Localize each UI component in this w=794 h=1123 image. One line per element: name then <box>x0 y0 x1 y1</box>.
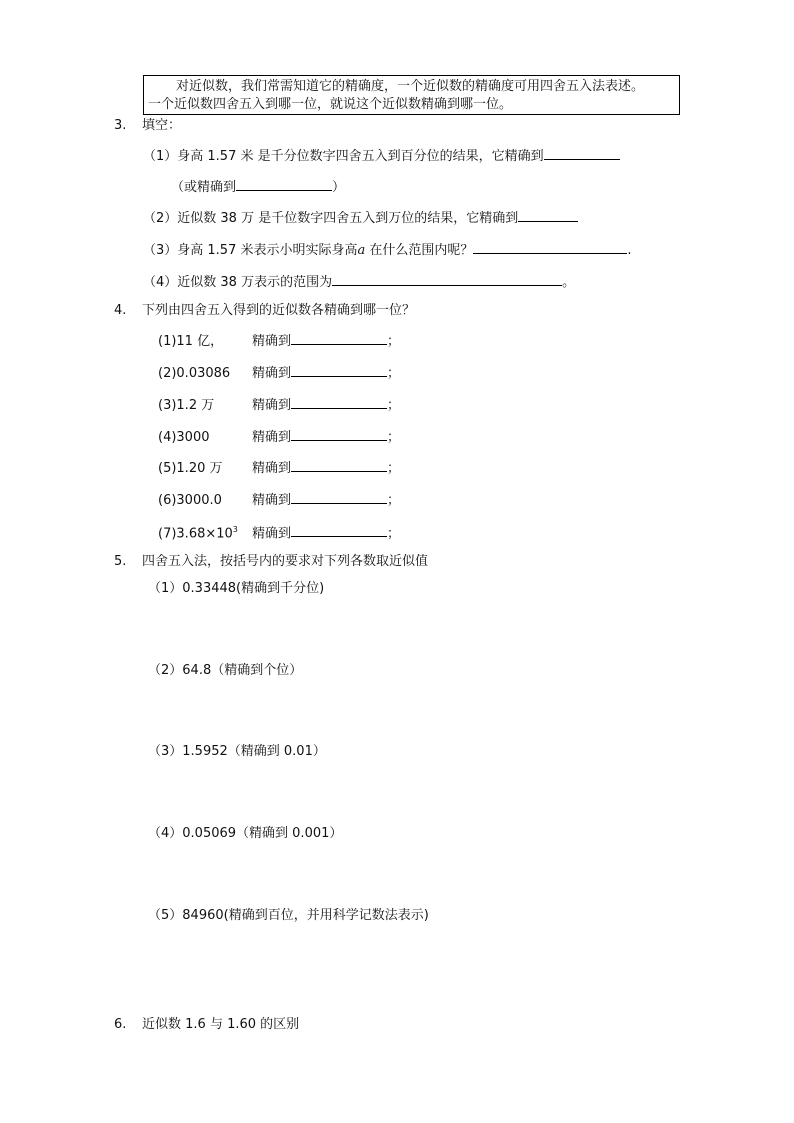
q4-row-label: 精确到 <box>252 366 292 381</box>
q4-row-end: ； <box>387 366 401 381</box>
q4-row-number: (5)1.20 万 <box>158 461 223 476</box>
q4-row-blank[interactable] <box>291 522 387 537</box>
q4-row-end: ； <box>387 461 401 476</box>
q3-item-2-text: （2）近似数 38 万 是千位数字四舍五入到万位的结果，它精确到 <box>143 211 519 226</box>
q3-item-3-pre: （3）身高 1.57 米表示小明实际身高 <box>143 243 358 258</box>
q3-item-1-blank[interactable] <box>544 145 620 160</box>
q4-row-label: 精确到 <box>252 430 292 445</box>
q4-row-label: 精确到 <box>252 398 292 413</box>
q3-item-2 <box>143 207 578 228</box>
q5-item: （3）1.5952（精确到 0.01） <box>148 744 326 759</box>
q3-item-1b-blank[interactable] <box>236 176 332 191</box>
q4-row <box>158 362 400 383</box>
q3-item-2-blank[interactable] <box>518 207 578 222</box>
q6-title: 近似数 1.6 与 1.60 的区别 <box>142 1017 300 1032</box>
q3-item-3-end: . <box>627 243 632 258</box>
q4-row-blank[interactable] <box>291 394 387 409</box>
q4-row <box>158 330 400 351</box>
q3-item-3-post: 在什么范围内呢？ <box>365 243 474 258</box>
note-line-2: 一个近似数四舍五入到哪一位，就说这个近似数精确到哪一位。 <box>148 97 513 112</box>
q4-row-number: (6)3000.0 <box>158 493 222 508</box>
q4-row-number-base: (7)3.68×10 <box>158 526 233 542</box>
q5-item: （2）64.8（精确到个位） <box>148 663 303 678</box>
q3-item-1b-pre: （或精确到 <box>171 180 237 195</box>
q4-row-blank[interactable] <box>291 489 387 504</box>
q4-row-blank[interactable] <box>291 426 387 441</box>
q3-item-3 <box>143 239 632 260</box>
q4-row-number: (1)11 亿， <box>158 334 224 349</box>
q3-item-1 <box>143 145 620 166</box>
q4-row-label: 精确到 <box>252 334 292 349</box>
q4-row-end: ； <box>387 334 401 349</box>
q3-item-4-pre: （4）近似数 38 万表示的范围为 <box>143 275 333 290</box>
q3-number: 3. <box>114 118 127 133</box>
q3-item-1b <box>171 176 345 197</box>
q4-row-number-exp: 3 <box>232 525 238 534</box>
q3-title: 填空： <box>142 118 182 133</box>
note-box <box>143 75 680 115</box>
q4-title: 下列由四舍五入得到的近似数各精确到哪一位？ <box>142 303 416 318</box>
q3-item-1-text: （1）身高 1.57 米 是千分位数字四舍五入到百分位的结果，它精确到 <box>143 149 544 164</box>
q4-row-number: (3)1.2 万 <box>158 398 215 413</box>
q3-item-3-var: a <box>357 243 366 258</box>
q4-row-end: ； <box>387 430 401 445</box>
q4-row-blank[interactable] <box>291 457 387 472</box>
q4-row-end: ； <box>387 493 401 508</box>
q4-row-number: (2)0.03086 <box>158 366 231 381</box>
q4-row-label: 精确到 <box>252 493 292 508</box>
q4-row <box>158 426 400 447</box>
q4-row-end: ； <box>387 398 401 413</box>
q4-row-number <box>158 521 252 543</box>
q4-row <box>158 394 400 415</box>
q3-item-4-blank[interactable] <box>332 271 562 286</box>
q4-row <box>158 521 400 543</box>
q3-item-1b-post: ） <box>332 180 346 195</box>
q4-row <box>158 489 400 510</box>
q5-title: 四舍五入法，按括号内的要求对下列各数取近似值 <box>142 554 429 569</box>
q4-row-end: ； <box>387 526 401 542</box>
q4-row-label: 精确到 <box>252 461 292 476</box>
q5-item: （5）84960(精确到百位，并用科学记数法表示) <box>148 908 429 923</box>
q5-item: （1）0.33448(精确到千分位) <box>148 581 325 596</box>
q3-item-4 <box>143 271 575 292</box>
q4-row-label: 精确到 <box>252 526 292 542</box>
q4-number: 4. <box>114 303 127 318</box>
q4-row-number: (4)3000 <box>158 430 210 445</box>
q4-row-blank[interactable] <box>291 330 387 345</box>
q5-item: （4）0.05069（精确到 0.001） <box>148 826 343 841</box>
q5-number: 5. <box>114 554 127 569</box>
q6-number: 6. <box>114 1017 127 1032</box>
q3-item-3-blank[interactable] <box>473 239 627 254</box>
q3-item-4-end: 。 <box>562 275 576 290</box>
note-line-1: 对近似数，我们常需知道它的精确度，一个近似数的精确度可用四舍五入法表述。 <box>176 79 645 94</box>
q4-row <box>158 457 400 478</box>
q4-row-blank[interactable] <box>291 362 387 377</box>
